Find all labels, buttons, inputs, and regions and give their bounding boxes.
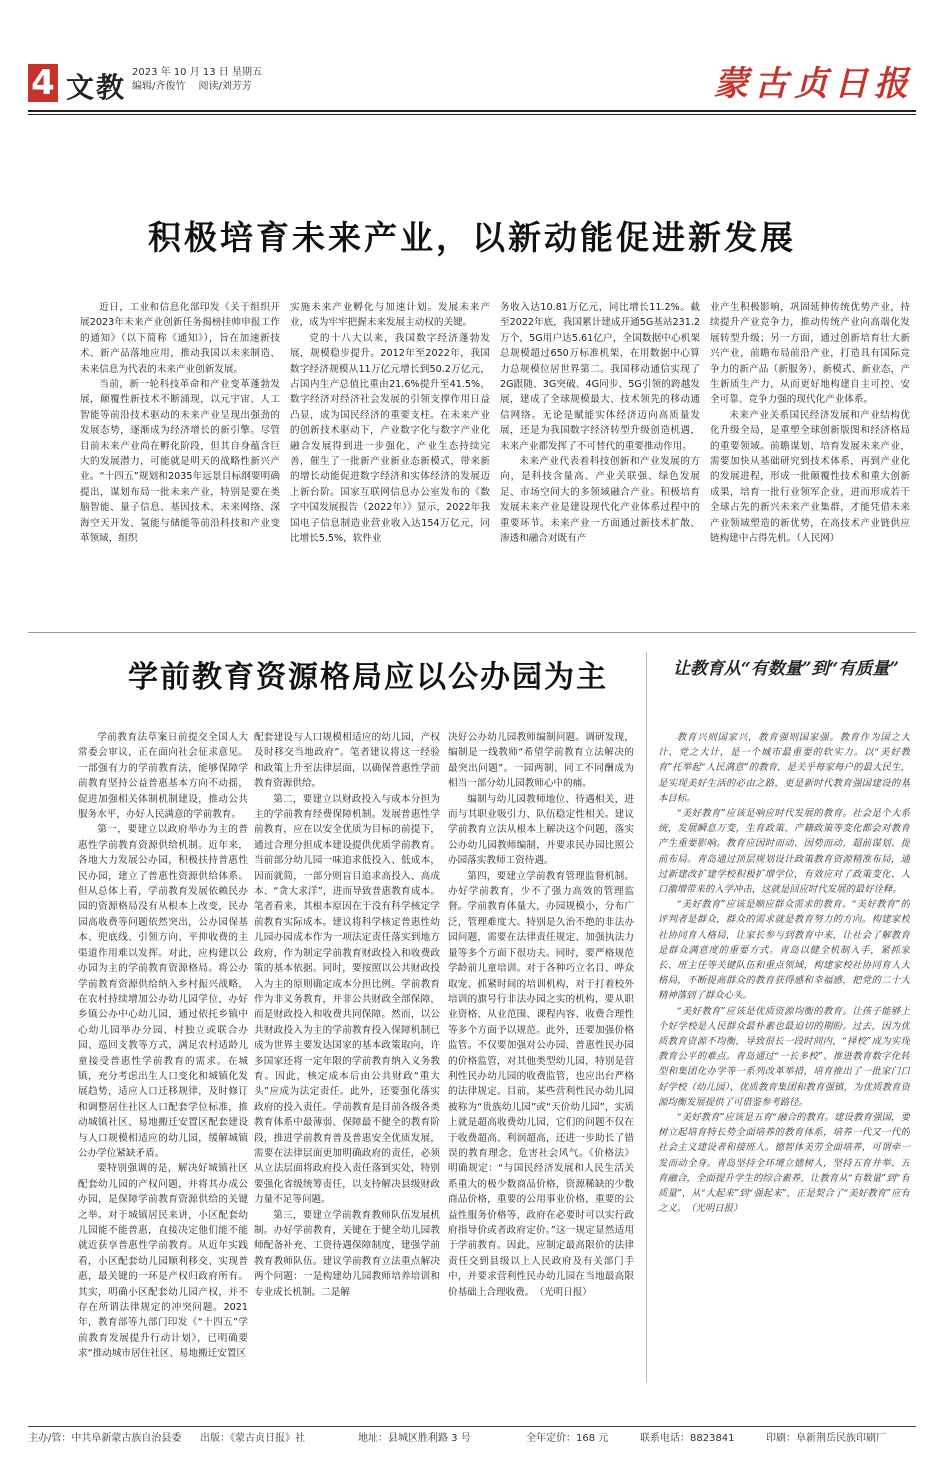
paragraph: 决好公办幼儿园教师编制问题。调研发现，编制是一线教师“希望学前教育立法解决的最突出问题”。一园两制、同工不同酬成为相当一部分幼儿园教师心中的痛。 (448, 732, 634, 790)
footer-address: 地址：县城区胜利路 3 号 (358, 1433, 471, 1444)
paragraph: “美好教育”应该是响应时代发展的教育。社会是个大系统，发展瞬息万变，生育政策、产籍政策等变化都会对教育产生重要影响。教育应因时而动、因势而动，超前谋划、提前布局。青岛通过顶层规划设计政策教育资源精准布局，通过新建改扩建学校积极扩增学位，有效应对了政策变化、人口激增带来的入学冲击，这就是回应时代发展的最好诠释。 (658, 808, 910, 896)
paragraph: 第一，要建立以政府举办为主的普惠性学前教育资源供给机制。近年来，各地大力发展公办园，积极扶持普惠性民办园，建立了普惠性资源供给体系。但从总体上看，学前教育发展依赖民办园的资源格局没有从根本上改变，民办园高收费等问题依然突出，公办园保基本、兜底线、引领方向、平抑收费的主渠道作用难以发挥。对此，应构建以公办园为主的学前教育资源格局。将公办学前教育资源供给纳入乡村振兴战略，在农村持续增加公办幼儿园学位，办好乡镇公办中心幼儿园，通过依托乡镇中心幼儿园举办分园、村独立或联合办园、巡回支教等方式，满足农村适龄儿童接受普惠性学前教育的需求。在城镇，充分考虑出生人口变化和城镇化发展趋势，适应人口迁移规律，及时修订和调整居住社区人口配套学位标准，推动城镇社区、易地搬迁安置区配套建设与人口规模相适应的幼儿园，缓解城镇公办学位紧缺矛盾。 (78, 824, 248, 1159)
paragraph: 第四，要建立学前教育管理监督机制。办好学前教育，少不了强力高效的管理监督。学前教育体量大，办园规模小，分布广泛，管理难度大。特别是久治不绝的非法办园问题，需要在法律责任规定、加强执法力量等多个方面下很功夫。同时，要严格规范学龄前儿童培训。对于各种巧立名目、哗众取宠、抓紧时间的培训机构，对于打着校外培训的旗号行非法办园之实的机构，要从职业资格、从业范围、课程内容、收费合理性等多个方面予以规范。此外，还要加强价格监管。不仅要加强对公办园、普惠性民办园的价格监管，对其他类型幼儿园，特别是营利性民办幼儿园的收费监管，也应出台严格的法律规定。目前，某些营利性民办幼儿园被称为“贵族幼儿园”或“天价幼儿园”，实质上就是超高收费幼儿园，它们的问题不仅在于收费超高、利润超高，还进一步助长了错误的教育理念，危害社会风气。《价格法》明确规定：“与国民经济发展和人民生活关系重大的极少数商品价格，资源稀缺的少数商品价格，重要的公用事业价格，重要的公益性服务价格等，政府在必要时可以实行政府指导价或者政府定价。”这一规定显然适用于学前教育。因此，应制定最高限价的法律责任交到县级以上人民政府及有关部门手中，并要求营利性民办幼儿园在当地最高限价基础上合理收费。 （光明日报） (448, 870, 634, 1298)
footer-price: 全年定价：168 元 (526, 1433, 609, 1444)
masthead (28, 62, 916, 112)
page-number: 4 (28, 64, 58, 102)
paragraph: 业产生积极影响，巩固延伸传统优势产业，持续提升产业竞争力，推动传统产业向高端化发展转型升级；另一方面，通过创新培育壮大新兴产业，前瞻布局前沿产业，打造具有国际竞争力的新产品（新服务）、新模式、新业态，产生新质生产力，从而更好地构建自主可控、安全可靠、竞争力强的现代化产业体系。 (710, 302, 910, 406)
masthead-rule (28, 110, 916, 112)
paragraph: 未来产业代表着科技创新和产业发展的方向，是科技含量高、产业关联强、绿色发展足、市场空间大的多领域融合产业。积极培育发展未来产业是建设现代化产业体系过程中的重要环节。未来产业一方面通过新技术扩散、渗透和融合对既有产 (500, 456, 700, 545)
footer-sponsor: 主办/管：中共阜新蒙古族自治县委 (28, 1433, 182, 1444)
article-divider (28, 632, 916, 633)
newspaper-page (28, 62, 916, 1444)
article2-column-3 (448, 730, 634, 1382)
article1-headline: 积极培育未来产业，以新动能促进新发展 (148, 218, 796, 257)
paragraph: 学前教育法草案日前提交全国人大常委会审议，正在面向社会征求意见。一部强有力的学前教育法，能够保障学前教育坚持公益普惠基本方向不动摇，促进加强相关体制机制建设，推动公共服务水平，办好人民满意的学前教育。 (78, 732, 248, 821)
column-divider (646, 652, 647, 1382)
paper-logo: 蒙古贞日报 (714, 64, 914, 104)
masthead-rule-thin (28, 114, 916, 115)
paragraph: 务收入达10.81万亿元，同比增长11.2%。截至2022年底，我国累计建成开通5G基站231.2万个，5G用户达5.61亿户，全国数据中心机架总规模超过650万标准机架，在用数据中心算力总规模位居世界第二。我国移动通信实现了2G跟随、3G突破、4G同步、5G引领的跨越发展，建成了全球规模最大、技术领先的移动通信网络。无论是赋能实体经济迈向高质量发展，还是为我国数字经济转型升级创造机遇，未来产业都发挥了不可替代的重要推动作用。 (500, 302, 700, 452)
article1-column-1 (80, 300, 280, 622)
footer-phone: 联系电话：8823841 (640, 1433, 735, 1444)
article2-headline: 学前教育资源格局应以公办园为主 (128, 660, 608, 695)
article1-column-2 (290, 300, 490, 622)
paragraph: 未来产业关系国民经济发展和产业结构优化升级全局，是重塑全球创新版图和经济格局的重要领域。前瞻谋划、培育发展未来产业，需要加快从基础研究到技术体系，再到产业化的发展进程，形成一批颠覆性技术和重大创新成果，培育一批行业领军企业，进而形成若干全球占先的新兴未来产业集群，才能凭借未来产业领域塑造的新优势，在高技术产业链供应链构建中占得先机。（人民网） (710, 409, 910, 545)
paragraph: 第三，要建立学前教育教师队伍发展机制。办好学前教育，关键在于健全幼儿园教师配备补充、工资待遇保障制度，建强学前教育教师队伍。建议学前教育立法重点解决两个问题：一是构建幼儿园教师培养培训和专业成长机制。二是解 (254, 1209, 440, 1298)
footer-publisher: 出版：《蒙古贞日报》社 (200, 1433, 305, 1444)
paragraph: 编制与幼儿园教师地位、待遇相关，进而与其职业吸引力、队伍稳定性相关。建议学前教育立法从根本上解决这个问题，落实公办幼儿园教师编制，并要求民办园比照公办园落实教师工资待遇。 (448, 793, 634, 867)
editor-line: 编辑/齐俊竹 阅读/刘芳芳 (132, 81, 252, 92)
article1-column-4 (710, 300, 910, 622)
sidebar-headline: 让教育从“有数量”到“有质量” (672, 659, 900, 679)
sidebar-article (658, 730, 910, 1382)
paragraph: 教育兴则国家兴，教育强则国家强。教育作为国之大计、党之大计，是一个城市最重要的软实力。以“美好教育”托举起“人民满意”的教育，是关乎每家每户的最大民生，是实现美好生活的必由之路，更是新时代教育强国建设的基本目标。 (658, 732, 910, 804)
section-name: 文教 (66, 71, 127, 104)
paragraph: 第二，要建立以财政投入与成本分担为主的学前教育经费保障机制。发展普惠性学前教育，应在以安全优质为目标的前提下，通过合理分担成本建设提供优质学前教育。当前部分幼儿园一味追求低投入、低成本，因而就简，一部分则盲目追求高投入、高成本、“贪大求洋”，进而导致普惠教育成本。笔者看来，其根本原因在于没有科学核定学前教育实际成本。建议将科学核定普惠性幼儿园办园成本作为一项法定责任落实到地方政府，作为制定学前教育财政投入和收费政策的基本依据。同时，要按照以公共财政投入为主的原则确定成本分担比例。学前教育作为非义务教育，并非公共财政全部保障，而是财政投入和收费共同保障。然而，以公共财政投入为主的学前教育投入保障机制已成为世界主要发达国家的基本政策取向，许多国家还将一定年限的学前教育纳入义务教育。因此，核定成本后由公共财政“重大头”应成为法定责任。此外，还要强化落实政府的投入责任。学前教育是目前各级各类教育体系中最薄弱、保障最不健全的教育阶段，推进学前教育普及普惠安全优质发展，需要在法律层面更加明确政府的责任，必须从立法层面将政府投入责任落到实处，特别要强化省级统筹责任，以支持解决县级财政力量不足等问题。 (254, 793, 440, 1206)
paragraph: 当前，新一轮科技革命和产业变革蓬勃发展，颠覆性新技术不断涌现，以元宇宙、人工智能等前沿技术驱动的未来产业呈现出强劲的发展态势，逐渐成为经济增长的新引擎。尽管目前未来产业尚在孵化阶段，但其自身蕴含巨大的发展潜力，可能就是明天的战略性新兴产业。“十四五”规划和2035年远景目标纲要明确提出，谋划布局一批未来产业，特别是要在类脑智能、量子信息、基因技术、未来网络、深海空天开发、氢能与储能等前沿科技和产业变革领域，组织 (80, 379, 280, 545)
article2-column-1 (78, 730, 248, 1382)
issue-date: 2023 年 10 月 13 日 星期五 (132, 67, 262, 78)
article2-column-2 (254, 730, 440, 1382)
article1-column-3 (500, 300, 700, 622)
paragraph: 近日，工业和信息化部印发《关于组织开展2023年未来产业创新任务揭榜挂帅申报工作的通知》（以下简称《通知》），旨在加速新技术、新产品落地应用，推动我国以未来制造、未来信息为代表的未来产业创新发展。 (80, 302, 280, 375)
paragraph: 要特别强调的是，解决好城镇社区配套幼儿园的产权问题，并将其办成公办园，是保障学前教育资源供给的关键之举。对于城镇居民来讲，小区配套幼儿园能不能普惠，直接决定他们能不能就近获享普惠性学前教育。从近年实践看，小区配套幼儿园顺利移交、实现普惠，最关键的一环是产权归政府所有。其实，明确小区配套幼儿园产权，并不存在所谓法律规定的冲突问题。2021年，教育部等九部门印发《“十四五”学前教育发展提升行动计划》，已明确要求“推动城市居住社区、易地搬迁安置区 (78, 1163, 248, 1360)
footer-bar (28, 1426, 916, 1443)
paragraph: “美好教育”应该是五育“融合的教育。建设教育强国，要树立起培育特长势全面培养的教育体系，培养一代又一代的社会主义建设者和接班人。德智体美劳全面培养，可谓牵一发而动全身。青岛坚持全环境立德树人，坚持五育并举、五育融合，全面提升学生的综合素养，让教育从“有数量”到“有质量”，从“大起来”到“强起来”，正是契合了“美好教育”应有之义。 （光明日报） (658, 1112, 910, 1215)
issue-meta (132, 66, 262, 94)
footer-printer: 印刷：阜新荆岳民族印刷厂 (766, 1433, 886, 1444)
paragraph: 实施未来产业孵化与加速计划。发展未来产业，成为牢牢把握未来发展主动权的关键。 (290, 302, 490, 329)
paragraph: “美好教育”应该是顺应群众需求的教育。“美好教育”的评判者是群众，群众的需求就是教育努力的方向。构建家校社协同育人格局，让家长参与到教育中来，让社会了解教育是群众满意度的重要方式。青岛以健全机制入手，紧抓家长、班主任等关键队伍和重点领域，构建家校社协同育人大格局，不断提高群众的教育获得感和幸福感，把党的二十大精神落到了群众心头。 (658, 899, 910, 1002)
paragraph: “美好教育”应该是优质资源均衡的教育。让孩子能够上个好学校是人民群众最朴素也最迫切的期盼。过去，因为优质教育资源不均衡，导致很长一段时间内，“择校”成为实现教育公平的难点。青岛通过“一长多校”、推进教育数字化转型和集团化办学等一系列改革举措，培育推出了一批家门口好学校（幼儿园）、优质教育集团和教育强镇，为优质教育资源均衡发展提供了可借鉴参考路径。 (658, 1005, 910, 1108)
paragraph: 党的十八大以来，我国数字经济蓬勃发展，规模稳步提升。2012年至2022年，我国数字经济规模从11万亿元增长到50.2万亿元，占国内生产总值比重由21.6%提升至41.5%，数字经济对经济社会发展的引领支撑作用日益凸显，成为国民经济的重要支柱。在未来产业的创新技术驱动下，产业数字化与数字产业化融合发展得到进一步强化，产业生态持续完善，催生了一批新产业新业态新模式，带来新的增长动能促进数字经济和实体经济的发展迈上新台阶。国家互联网信息办公室发布的《数字中国发展报告（2022年）》显示，2022年我国电子信息制造业营业收入达154万亿元，同比增长5.5%，软件业 (290, 332, 490, 545)
paragraph: 配套建设与人口规模相适应的幼儿园，产权及时移交当地政府”。笔者建议将这一经验和政策上升至法律层面，以确保普惠性学前教育资源供给。 (254, 732, 440, 790)
